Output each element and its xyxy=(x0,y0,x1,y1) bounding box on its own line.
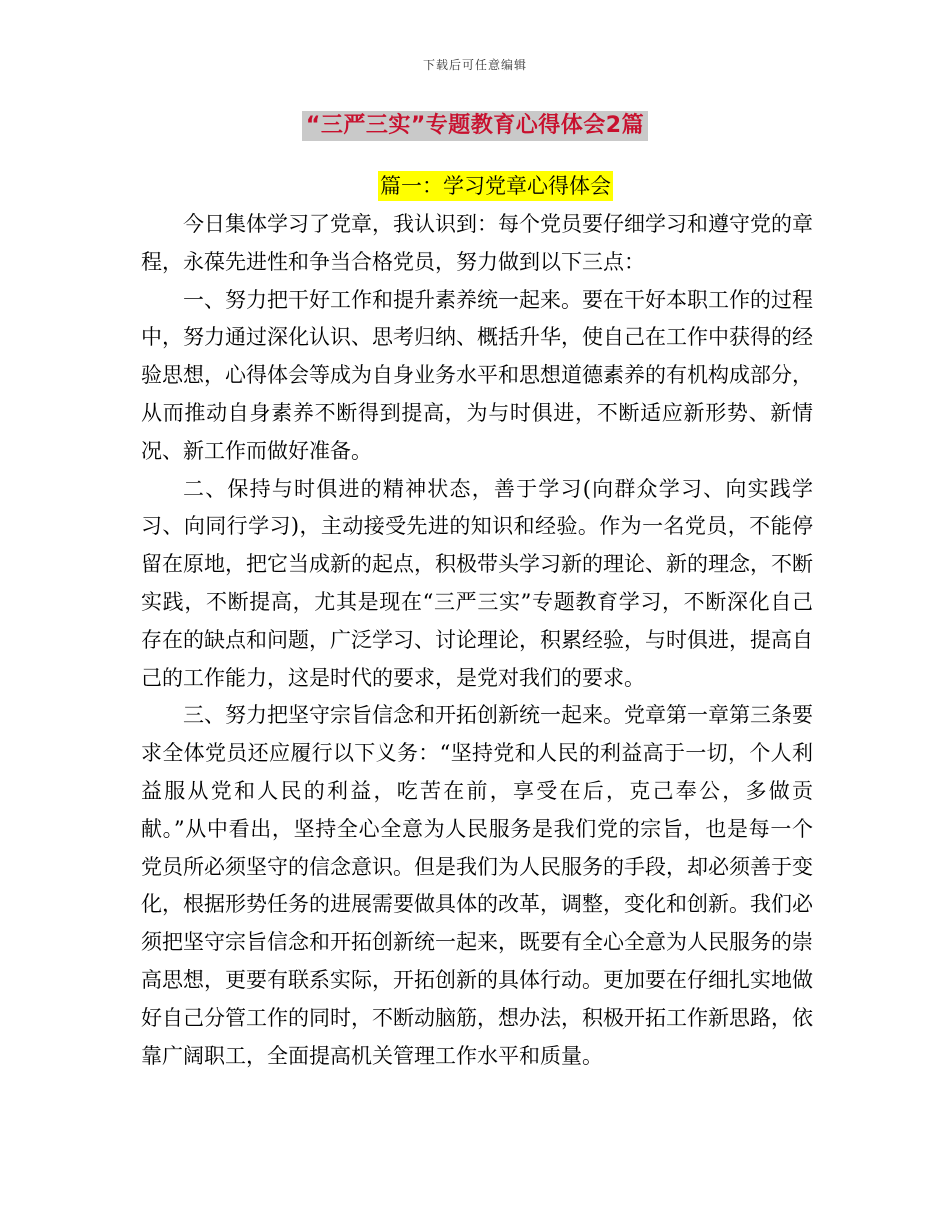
title-row xyxy=(0,111,950,141)
subtitle-row xyxy=(378,171,613,201)
section-subtitle: 篇一：学习党章心得体会 xyxy=(378,171,613,201)
paragraph-point-three: 三、努力把坚守宗旨信念和开拓创新统一起来。党章第一章第三条要求全体党员还应履行以下义务：“坚持党和人民的利益高于一切，个人利益服从党和人民的利益，吃苦在前，享受在后，克己奉公，多做贡献。”从中看出，坚持全心全意为人民服务是我们党的宗旨，也是每一个党员所必须坚守的信念意识。但是我们为人民服务的手段，却必须善于变化，根据形势任务的进展需要做具体的改革，调整，变化和创新。我们必须把坚守宗旨信念和开拓创新统一起来，既要有全心全意为人民服务的崇高思想，更要有联系实际，开拓创新的具体行动。更加要在仔细扎实地做好自己分管工作的同时，不断动脑筋，想办法，积极开拓工作新思路，依靠广阔职工，全面提高机关管理工作水平和质量。 xyxy=(141,703,813,1068)
paragraph-point-two: 二、保持与时俱进的精神状态，善于学习(向群众学习、向实践学习、向同行学习)，主动接受先进的知识和经验。作为一名党员，不能停留在原地，把它当成新的起点，积极带头学习新的理论、新的理念，不断实践，不断提高，尤其是现在“三严三实”专题教育学习，不断深化自己存在的缺点和问题，广泛学习、讨论理论，积累经验，与时俱进，提高自己的工作能力，这是时代的要求，是党对我们的要求。 xyxy=(141,476,813,690)
page-header: 下载后可任意编辑 xyxy=(422,58,527,72)
paragraph-intro: 今日集体学习了党章，我认识到：每个党员要仔细学习和遵守党的章程，永葆先进性和争当合格党员，努力做到以下三点： xyxy=(141,212,813,274)
paragraph-point-one: 一、努力把干好工作和提升素养统一起来。要在干好本职工作的过程中，努力通过深化认识、思考归纳、概括升华，使自己在工作中获得的经验思想，心得体会等成为自身业务水平和思想道德素养的有机构成部分，从而推动自身素养不断得到提高，为与时俱进，不断适应新形势、新情况、新工作而做好准备。 xyxy=(141,287,813,463)
document-body xyxy=(141,206,813,1075)
document-title: “三严三实”专题教育心得体会2篇 xyxy=(302,111,648,141)
